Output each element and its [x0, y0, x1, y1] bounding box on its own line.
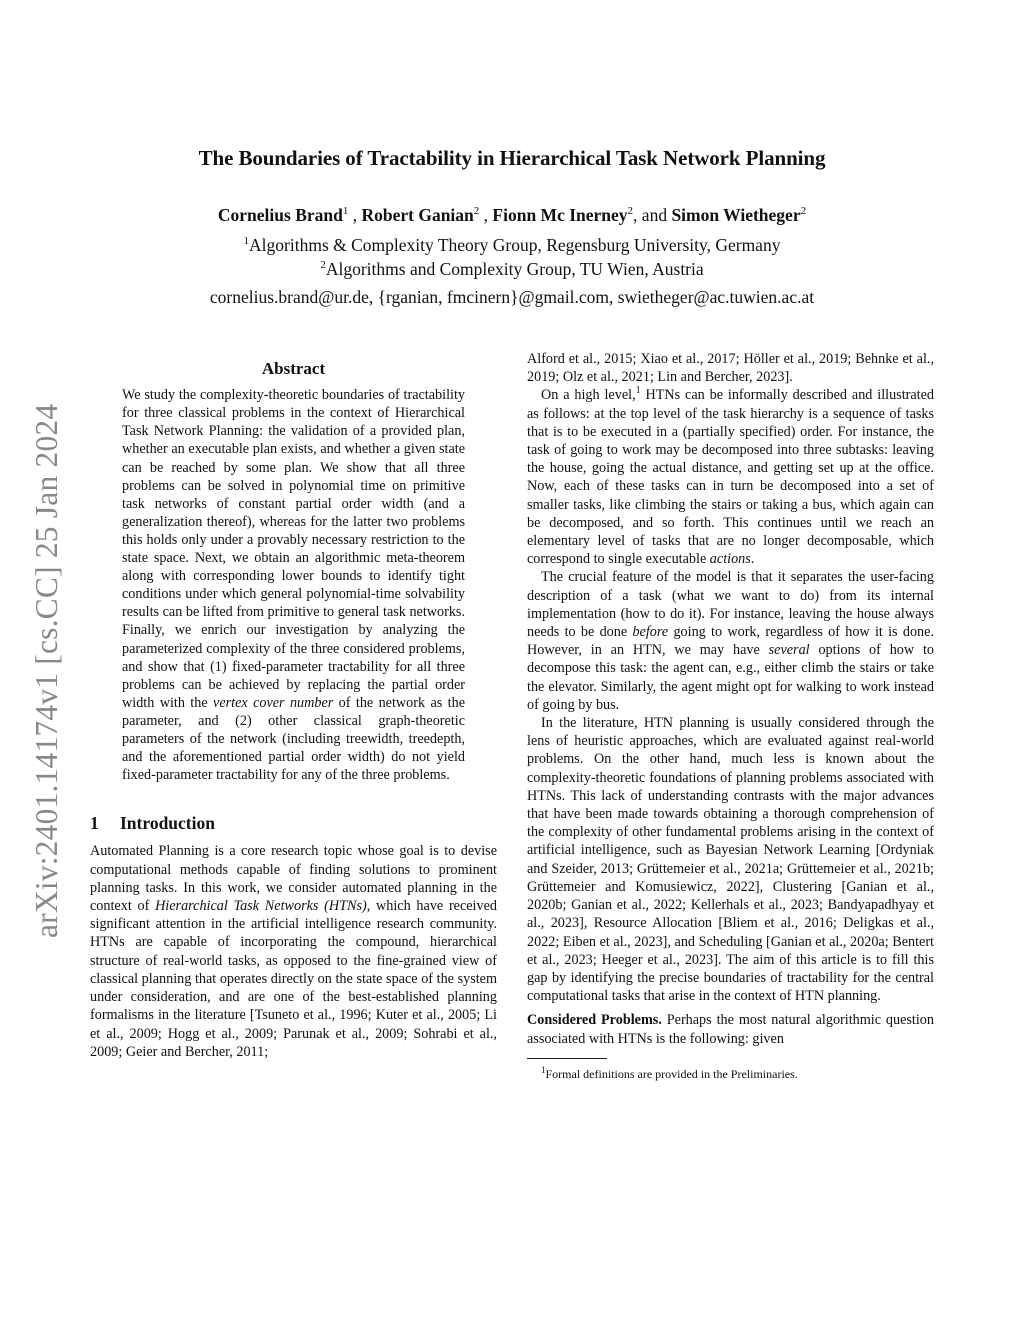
abstract-body — [122, 386, 465, 784]
continued-paragraph: Alford et al., 2015; Xiao et al., 2017; Höller et al., 2019; Behnke et al., 2019; Olz et al., 2021; Lin and Bercher, 2023]. — [527, 351, 934, 386]
paragraph-text: Perhaps the most natural algorithmic question associated with HTNs is the following: given — [527, 1012, 934, 1047]
abstract-text: of the network as the parameter, and (2) other classical graph-theoretic parameters of the network (including treewidth, treedepth, and the aforementioned partial order width) do not yield fixed-parameter tractability for any of the three problems. — [122, 694, 465, 784]
affiliation-text: Algorithms & Complexity Theory Group, Regensburg University, Germany — [249, 235, 781, 255]
paragraph-text: HTNs can be informally described and illustrated as follows: at the top level of the task hierarchy is a sequence of tasks that is to be executed in a (partially specified) order. For instance, the task of going to work may be decomposed into three subtasks: leaving the house, going the actual distance, and getting set up at the office. Now, each of these tasks can in turn be decomposed into a set of smaller tasks, like climbing the stairs or taking a bus, which again can be decomposed, and so forth. This continues until we reach an elementary level of tasks that are no longer decomposable, which correspond to single executable — [527, 387, 934, 568]
left-column — [90, 360, 497, 1061]
paragraph-text: The crucial feature of the model is that it separates the user-facing description of a task (what we want to do) from its internal implementation (how to do it). For instance, leaving the house always needs to be done — [527, 569, 934, 641]
paragraph-text: . — [750, 551, 755, 568]
paragraph-emphasis: actions — [709, 551, 751, 568]
affiliation-mark: 2 — [320, 259, 326, 271]
author-separator: , and — [633, 205, 672, 225]
author-name: Cornelius Brand — [217, 205, 343, 225]
footnote-rule — [527, 1058, 607, 1059]
abstract-heading: Abstract — [261, 359, 326, 378]
paper-title: The Boundaries of Tractability in Hierarchical Task Network Planning — [198, 146, 826, 170]
run-in-heading: Considered Problems. — [527, 1012, 662, 1029]
intro-emphasis: Hierarchical Task Networks (HTNs) — [155, 898, 367, 915]
paragraph-text: going to work, regardless of how it is done. However, in an HTN, we may have — [527, 624, 934, 659]
paragraph-emphasis: several — [768, 642, 810, 659]
paragraph-high-level — [527, 386, 934, 568]
paragraph-literature: In the literature, HTN planning is usually considered through the lens of heuristic approaches, which are evaluated against real-world problems. On the other hand, much less is known about the complexity-theoretic foundations of planning problems associated with HTNs. This lack of understanding contrasts with the major advances that have been made towards obtaining a thorough comprehension of the complexity of other fundamental problems arising in the context of artificial intelligence, such as Bayesian Network Learning [Ordyniak and Szeider, 2013; Grüttemeier et al., 2021a; Grüttemeier et al., 2021b; Grüttemeier and Komusiewicz, 2022], Clustering [Ganian et al., 2020b; Ganian et al., 2022; Kellerhals et al., 2023; Bandyapadhyay et al., 2023], Resource Allocation [Bliem et al., 2016; Deligkas et al., 2022; Eiben et al., 2023], and Scheduling [Ganian et al., 2020a; Bentert et al., 2023; Heeger et al., 2023]. The aim of this article is to fill this gap by identifying the precise boundaries of tractability for the central computational tasks that arise in the context of HTN planning. — [527, 715, 934, 1005]
section-heading-introduction — [90, 814, 497, 832]
footnote-marker: 1 — [635, 385, 641, 397]
affiliation-text: Algorithms and Complexity Group, TU Wien, Austria — [325, 259, 704, 279]
paragraph-text: On a high level, — [541, 387, 636, 404]
section-number: 1 — [90, 813, 99, 834]
paragraph-emphasis: before — [632, 624, 669, 641]
intro-paragraph — [90, 842, 497, 1060]
author-name: Robert Ganian — [361, 205, 474, 225]
affiliation-line — [0, 235, 1024, 256]
author-separator: , — [348, 205, 362, 225]
author-emails: cornelius.brand@ur.de, {rganian, fmcinern}@gmail.com, swietheger@ac.tuwien.ac.at — [209, 287, 815, 307]
author-affiliation-mark: 2 — [473, 205, 480, 217]
abstract-text: We study the complexity-theoretic boundaries of tractability for three classical problems in the context of Hierarchical Task Network Planning: the validation of a provided plan, whether an executable plan exists, and whether a given state can be reached by some plan. We show that all three problems can be solved in polynomial time on primitive task networks of constant partial order width (and a generalization thereof), whereas for the latter two problems this holds only under a provably necessary restriction to the state space. Next, we obtain an algorithmic meta-theorem along with corresponding lower bounds to identify tight conditions under which general polynomial-time solvability results can be lifted from primitive to general task networks. Finally, we enrich our investigation by analyzing the parameterized complexity of the three considered problems, and show that (1) fixed-parameter tractability for all three problems can be achieved by replacing the partial order width with the — [122, 387, 465, 711]
footnote — [527, 1063, 934, 1082]
right-column — [527, 350, 934, 1082]
author-name: Simon Wietheger — [671, 205, 801, 225]
author-name: Fionn Mc Inerney — [492, 205, 628, 225]
paragraph-text: options of how to decompose this task: the agent can, e.g., either climb the stairs or take the elevator. Similarly, the agent might opt for walking to work instead of going by bus. — [527, 642, 934, 713]
footnote-mark: 1 — [541, 1064, 546, 1075]
intro-text: , which have received significant attention in the artificial intelligence research community. HTNs are capable of incorporating the compound, hierarchical structure of real-world tasks, as opposed to the fine-grained view of classical planning that operates directly on the state space of the system under consideration, and are one of the best-established planning formalisms in the literature [Tsuneto et al., 1996; Kuter et al., 2005; Li et al., 2009; Hogg et al., 2009; Parunak et al., 2009; Sohrabi et al., 2009; Geier and Bercher, 2011; — [90, 898, 497, 1060]
paragraph-considered-problems — [527, 1011, 934, 1047]
affiliation-line — [0, 259, 1024, 280]
arxiv-identifier-stamp: arXiv:2401.14174v1 [cs.CC] 25 Jan 2024 — [29, 403, 64, 938]
footnote-text: Formal definitions are provided in the Preliminaries. — [545, 1066, 798, 1081]
author-affiliation-mark: 2 — [627, 205, 634, 217]
author-separator: , — [479, 205, 493, 225]
author-affiliation-mark: 2 — [800, 205, 807, 217]
author-affiliation-mark: 1 — [342, 205, 349, 217]
affiliation-mark: 1 — [243, 235, 250, 247]
abstract-emphasis: vertex cover number — [213, 694, 334, 711]
author-list — [0, 205, 1024, 226]
section-title: Introduction — [120, 813, 215, 834]
intro-text: Automated Planning is a core research topic whose goal is to devise computational methods capable of finding solutions to prominent planning tasks. In this work, we consider automated planning in the context of — [90, 843, 497, 915]
paragraph-crucial-feature — [527, 568, 934, 714]
